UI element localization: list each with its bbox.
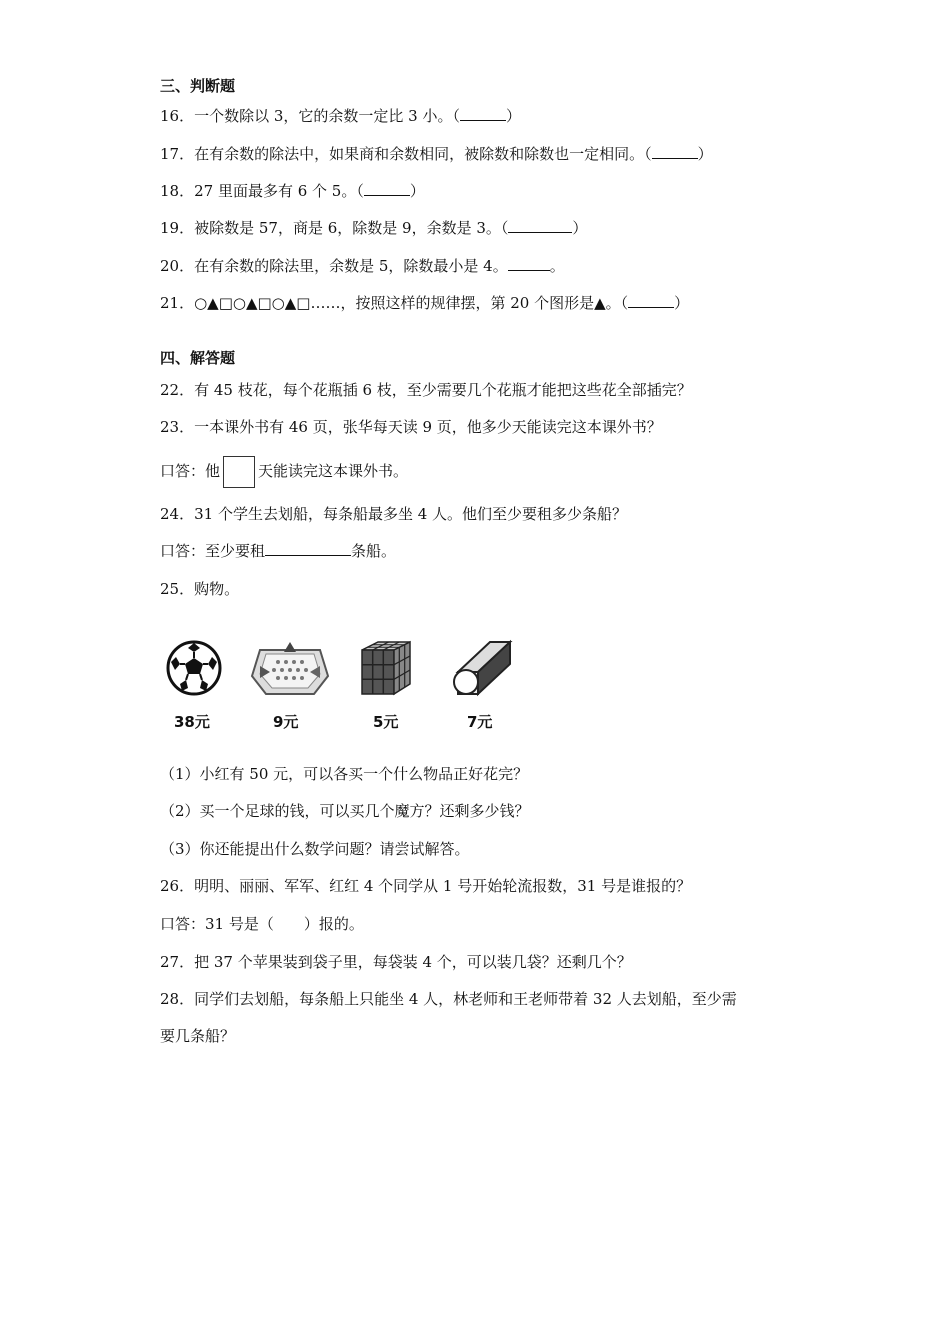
answer-blank[interactable] <box>652 144 698 159</box>
question-23-answer <box>160 455 408 489</box>
price-tennis-balls: 7元 <box>467 713 493 731</box>
question-25-part-2: （2）买一个足球的钱，可以买几个魔方？还剩多少钱？ <box>160 802 530 820</box>
answer-blank[interactable] <box>508 256 550 271</box>
question-17-end: ） <box>697 145 713 163</box>
question-25-part-3: （3）你还能提出什么数学问题？请尝试解答。 <box>160 840 470 858</box>
question-27: 27．把 37 个苹果装到袋子里，每袋装 4 个，可以装几袋？还剩几个？ <box>160 953 632 971</box>
answer-prefix: 口答：他 <box>160 462 221 480</box>
section-3-heading: 三、判断题 <box>160 77 236 95</box>
question-18 <box>160 181 425 201</box>
question-16-end: ） <box>505 107 521 125</box>
soccer-ball-icon <box>166 640 222 696</box>
question-28: 28．同学们去划船，每条船上只能坐 4 人，林老师和王老师带着 32 人去划船，至少需 <box>160 990 737 1008</box>
rubiks-cube-icon <box>356 638 416 698</box>
question-21-text: 21．○▲□○▲□○▲□……，按照这样的规律摆，第 20 个图形是▲。（ <box>160 294 629 312</box>
question-26: 26．明明、丽丽、军军、红红 4 个同学从 1 号开始轮流报数，31 号是谁报的？ <box>160 877 692 895</box>
answer-blank[interactable] <box>628 293 674 308</box>
question-24: 24．31 个学生去划船，每条船最多坐 4 人。他们至少要租多少条船？ <box>160 505 628 523</box>
answer-blank[interactable] <box>508 218 572 233</box>
question-26-answer: 口答：31 号是（ ）报的。 <box>160 915 364 933</box>
question-20-end: 。 <box>549 257 565 275</box>
answer-prefix: 口答：至少要租 <box>160 542 266 560</box>
question-25-part-1: （1）小红有 50 元，可以各买一个什么物品正好花完？ <box>160 765 529 783</box>
answer-blank[interactable] <box>460 106 506 121</box>
question-24-answer <box>160 541 396 561</box>
question-21 <box>160 293 689 313</box>
answer-box[interactable] <box>223 456 255 488</box>
question-21-end: ） <box>674 294 690 312</box>
price-rubiks-cube: 5元 <box>373 713 399 731</box>
answer-blank[interactable] <box>265 541 351 556</box>
question-19-end: ） <box>572 219 588 237</box>
price-soccer-ball: 38元 <box>174 713 210 731</box>
question-22: 22．有 45 枝花，每个花瓶插 6 枝，至少需要几个花瓶才能把这些花全部插完？ <box>160 381 692 399</box>
question-16 <box>160 106 521 126</box>
question-18-end: ） <box>409 182 425 200</box>
question-28-continued: 要几条船？ <box>160 1027 236 1045</box>
question-20 <box>160 256 565 276</box>
question-25: 25．购物。 <box>160 580 240 598</box>
question-23: 23．一本课外书有 46 页，张华每天读 9 页，他多少天能读完这本课外书？ <box>160 418 662 436</box>
section-4-heading: 四、解答题 <box>160 349 236 367</box>
chinese-checkers-icon <box>248 636 332 700</box>
question-18-text: 18．27 里面最多有 6 个 5。（ <box>160 182 364 200</box>
question-17 <box>160 144 713 164</box>
question-19-text: 19．被除数是 57，商是 6，除数是 9，余数是 3。（ <box>160 219 509 237</box>
tennis-balls-tube-icon <box>448 638 514 698</box>
answer-suffix: 条船。 <box>351 542 397 560</box>
question-17-text: 17．在有余数的除法中，如果商和余数相同，被除数和除数也一定相同。（ <box>160 145 652 163</box>
question-16-text: 16．一个数除以 3，它的余数一定比 3 小。（ <box>160 107 460 125</box>
answer-suffix: 天能读完这本课外书。 <box>258 462 409 480</box>
price-chinese-checkers: 9元 <box>273 713 299 731</box>
answer-blank[interactable] <box>364 181 410 196</box>
question-20-text: 20．在有余数的除法里，余数是 5，除数最小是 4。 <box>160 257 508 275</box>
question-19 <box>160 218 587 238</box>
